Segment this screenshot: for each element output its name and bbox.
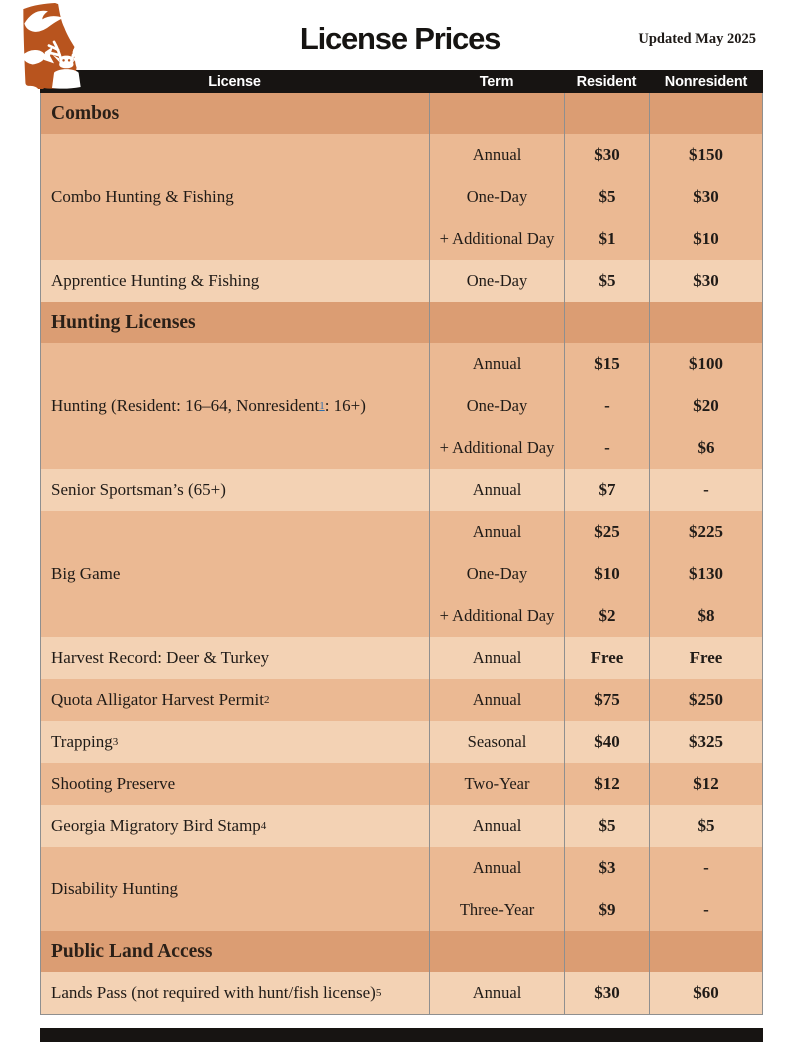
nonresident-price-cell: $100 [689,354,723,373]
table-row [41,805,762,847]
table-row [41,679,762,721]
term-price-row [430,427,762,469]
term-cell: One-Day [430,176,565,218]
term-price-entries [430,721,762,763]
term-cell: Seasonal [430,721,565,763]
nonresident-price-cell: $5 [697,816,715,835]
table-row [41,511,762,637]
license-name-suffix: : 16+) [324,395,366,415]
resident-price-cell: - [565,427,650,469]
term-price-entries [430,469,762,511]
term-cell: Annual [430,847,565,889]
resident-price-cell: $7 [565,469,650,511]
nonresident-price-cell: $325 [689,732,723,751]
resident-price-cell: $2 [565,595,650,637]
term-price-row [430,218,762,260]
table-row [41,469,762,511]
resident-price-cell: $3 [565,847,650,889]
license-name-cell: Hunting (Resident: 16–64, Nonresident 1 : 16+) [41,343,430,469]
license-name-cell [41,637,430,679]
license-name-cell: Quota Alligator Harvest Permit 2 [41,679,430,721]
license-name: Disability Hunting [51,878,179,898]
term-cell: Annual [430,637,565,679]
term-cell: Annual [430,469,565,511]
license-name-cell [41,763,430,805]
term-cell: One-Day [430,553,565,595]
term-price-row [430,763,762,805]
term-price-entries [430,511,762,637]
resident-price-cell: $15 [565,343,650,385]
georgia-wildlife-logo [13,1,91,89]
section-header-row [41,931,762,972]
term-cell: Annual [430,679,565,721]
license-name-cell: Lands Pass (not required with hunt/fish license) 5 [41,972,430,1014]
column-header-license: License [208,73,261,90]
nonresident-price-cell: $20 [693,396,719,415]
term-price-entries [430,805,762,847]
table-row [41,972,762,1014]
term-price-row [430,847,762,889]
nonresident-price-cell: - [703,480,709,499]
nonresident-price-cell: Free [689,648,723,667]
term-price-row [430,469,762,511]
section-empty-cell [650,931,762,972]
license-name: Big Game [51,563,121,583]
section-empty-cell [430,931,565,972]
resident-price-cell: $5 [565,260,650,302]
section-empty-cell [565,931,650,972]
term-cell: Two-Year [430,763,565,805]
license-name: Lands Pass (not required with hunt/fish license) [51,982,376,1002]
term-cell: + Additional Day [430,427,565,469]
table-row [41,343,762,469]
section-empty-cell [650,302,762,343]
term-price-entries [430,637,762,679]
section-title: Public Land Access [41,931,430,972]
next-table-header-partial [40,1028,763,1042]
license-name: Georgia Migratory Bird Stamp [51,815,261,835]
term-price-entries [430,679,762,721]
resident-price-cell: $10 [565,553,650,595]
resident-price-cell: $12 [565,763,650,805]
license-name: Quota Alligator Harvest Permit [51,689,264,709]
nonresident-price-cell: $8 [697,606,715,625]
resident-price-cell: - [565,385,650,427]
license-name: Trapping [51,731,113,751]
section-title: Hunting Licenses [41,302,430,343]
term-price-row [430,176,762,218]
license-name: Senior Sportsman’s (65+) [51,479,226,499]
table-row [41,637,762,679]
term-cell: + Additional Day [430,595,565,637]
license-name-cell [41,469,430,511]
nonresident-price-cell: - [703,900,709,919]
table-row [41,721,762,763]
section-empty-cell [430,93,565,134]
table-row [41,260,762,302]
term-cell: One-Day [430,260,565,302]
resident-price-cell: $25 [565,511,650,553]
resident-price-cell: $30 [565,134,650,176]
license-name: Hunting (Resident: 16–64, Nonresident [51,395,320,415]
term-price-entries [430,972,762,1014]
column-header-nonresident: Nonresident [664,73,748,90]
section-empty-cell [430,302,565,343]
license-name-cell [41,511,430,637]
term-price-row [430,889,762,931]
column-header-term: Term [479,73,514,90]
term-price-row [430,260,762,302]
nonresident-price-cell: $30 [693,187,719,206]
section-header-row [41,302,762,343]
license-table [40,93,763,1015]
resident-price-cell: $5 [565,176,650,218]
term-cell: One-Day [430,385,565,427]
nonresident-price-cell: $10 [693,229,719,248]
term-price-row [430,721,762,763]
column-header-resident: Resident [576,73,637,90]
nonresident-price-cell: $12 [693,774,719,793]
nonresident-price-cell: $30 [693,271,719,290]
section-empty-cell [565,93,650,134]
resident-price-cell: $30 [565,972,650,1014]
section-empty-cell [565,302,650,343]
license-name-cell [41,260,430,302]
section-header-row [41,93,762,134]
license-name: Combo Hunting & Fishing [51,186,234,206]
license-name-cell [41,134,430,260]
nonresident-price-cell: - [703,858,709,877]
license-name-cell: Trapping 3 [41,721,430,763]
term-price-entries [430,343,762,469]
resident-price-cell: $5 [565,805,650,847]
section-title: Combos [41,93,430,134]
term-price-row [430,805,762,847]
nonresident-price-cell: $150 [689,145,723,164]
term-price-row [430,553,762,595]
license-name: Harvest Record: Deer & Turkey [51,647,270,667]
term-price-entries [430,847,762,931]
term-price-row [430,595,762,637]
term-cell: Annual [430,511,565,553]
nonresident-price-cell: $60 [693,983,719,1002]
nonresident-price-cell: $6 [697,438,715,457]
term-cell: Annual [430,343,565,385]
table-row [41,134,762,260]
license-name-cell: Georgia Migratory Bird Stamp 4 [41,805,430,847]
term-cell: + Additional Day [430,218,565,260]
term-price-entries [430,260,762,302]
term-price-row [430,637,762,679]
resident-price-cell: Free [565,637,650,679]
section-empty-cell [650,93,762,134]
updated-date: Updated May 2025 [638,31,756,47]
table-row [41,847,762,931]
license-name: Apprentice Hunting & Fishing [51,270,260,290]
license-name: Shooting Preserve [51,773,176,793]
page-title: License Prices [299,21,501,56]
term-price-row [430,343,762,385]
term-cell: Three-Year [430,889,565,931]
term-price-row [430,679,762,721]
resident-price-cell: $1 [565,218,650,260]
term-price-entries [430,134,762,260]
term-price-row [430,511,762,553]
license-name-cell [41,847,430,931]
term-cell: Annual [430,972,565,1014]
resident-price-cell: $40 [565,721,650,763]
term-price-row [430,134,762,176]
nonresident-price-cell: $130 [689,564,723,583]
nonresident-price-cell: $250 [689,690,723,709]
resident-price-cell: $9 [565,889,650,931]
term-cell: Annual [430,134,565,176]
term-price-entries [430,763,762,805]
resident-price-cell: $75 [565,679,650,721]
nonresident-price-cell: $225 [689,522,723,541]
term-cell: Annual [430,805,565,847]
term-price-row [430,972,762,1014]
term-price-row [430,385,762,427]
table-column-header [40,70,763,93]
table-row [41,763,762,805]
